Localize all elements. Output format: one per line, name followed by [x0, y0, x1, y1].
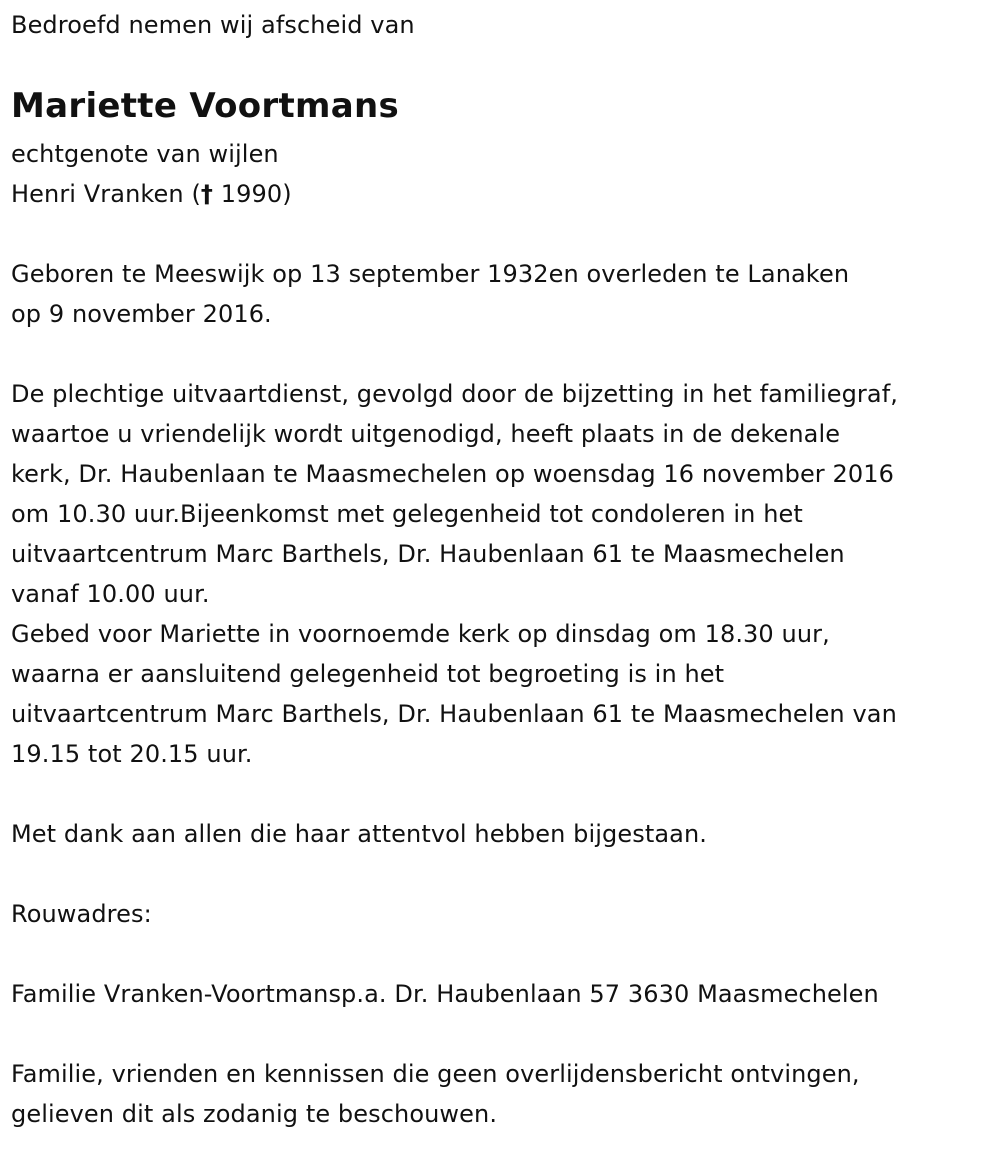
paragraph-line: op 9 november 2016.	[11, 300, 272, 328]
mourning-address-label-text: Rouwadres:	[11, 900, 152, 928]
paragraph-line: om 10.30 uur.Bijeenkomst met gelegenheid tot condoleren in het	[11, 500, 803, 528]
paragraph-line: De plechtige uitvaartdienst, gevolgd door de bijzetting in het familiegraf,	[11, 380, 898, 408]
paragraph-line: Familie, vrienden en kennissen die geen overlijdensbericht ontvingen,	[11, 1060, 860, 1088]
paragraph-line: gelieven dit als zodanig te beschouwen.	[11, 1100, 498, 1128]
paragraph-line: Geboren te Meeswijk op 13 september 1932en overleden te Lanaken	[11, 260, 850, 288]
paragraph-line: uitvaartcentrum Marc Barthels, Dr. Haubenlaan 61 te Maasmechelen van	[11, 700, 897, 728]
paragraph-line: waartoe u vriendelijk wordt uitgenodigd, heeft plaats in de dekenale	[11, 420, 841, 448]
paragraph-line: 19.15 tot 20.15 uur.	[11, 740, 253, 768]
paragraph-line: vanaf 10.00 uur.	[11, 580, 210, 608]
spouse-name-line	[11, 174, 292, 214]
deceased-name: Mariette Voortmans	[11, 86, 400, 126]
intro-text: Bedroefd nemen wij afscheid van	[11, 11, 415, 39]
mourning-address-label	[11, 894, 152, 934]
mourning-address	[11, 974, 879, 1014]
closing-note	[11, 1054, 860, 1134]
paragraph-line: kerk, Dr. Haubenlaan te Maasmechelen op woensdag 16 november 2016	[11, 460, 894, 488]
thanks-text: Met dank aan allen die haar attentvol hebben bijgestaan.	[11, 820, 707, 848]
spouse-relation: echtgenote van wijlen	[11, 140, 279, 168]
thanks-paragraph	[11, 814, 707, 854]
mourning-address-text: Familie Vranken-Voortmansp.a. Dr. Haubenlaan 57 3630 Maasmechelen	[11, 980, 879, 1008]
paragraph-line: waarna er aansluitend gelegenheid tot begroeting is in het	[11, 660, 725, 688]
birth-death-paragraph	[11, 254, 849, 334]
spouse-block	[11, 134, 292, 214]
service-paragraph	[11, 374, 898, 774]
paragraph-line: uitvaartcentrum Marc Barthels, Dr. Haubenlaan 61 te Maasmechelen	[11, 540, 845, 568]
cross-icon: †	[200, 180, 214, 208]
spouse-death-year: 1990)	[213, 180, 292, 208]
spouse-name: Henri Vranken (	[11, 180, 201, 208]
paragraph-line: Gebed voor Mariette in voornoemde kerk op dinsdag om 18.30 uur,	[11, 620, 830, 648]
